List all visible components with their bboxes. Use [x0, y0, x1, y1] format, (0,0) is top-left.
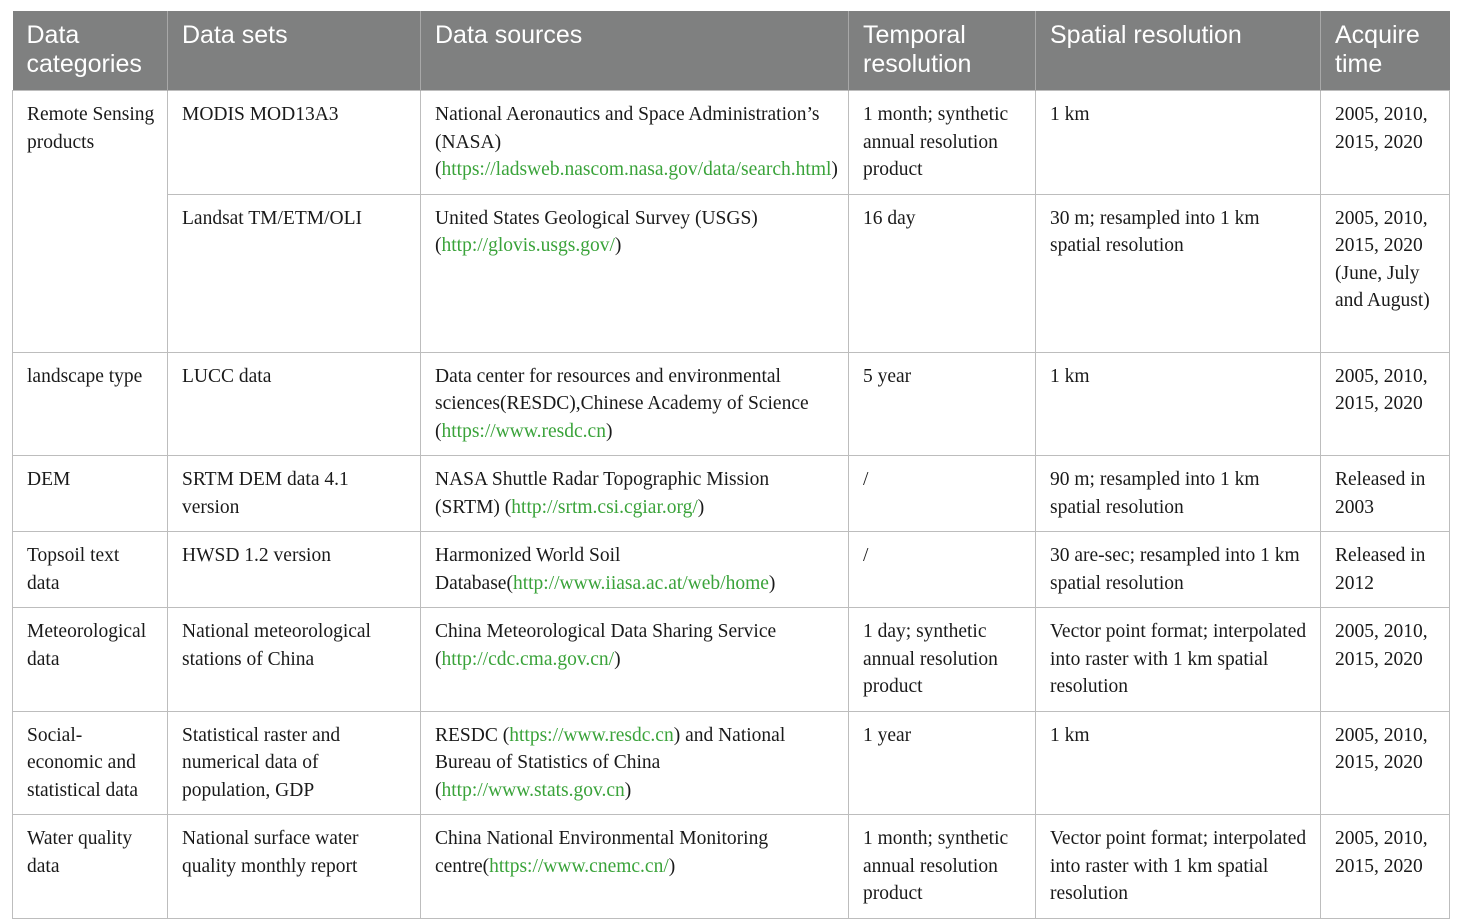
cell-temporal: / [849, 456, 1036, 532]
cell-temporal: 16 day [849, 194, 1036, 352]
cell-acquire: 2005, 2010, 2015, 2020 [1321, 91, 1450, 195]
cell-category: Meteorological data [13, 608, 168, 712]
cell-acquire: Released in 2012 [1321, 532, 1450, 608]
source-link[interactable]: https://www.cnemc.cn/ [489, 855, 669, 877]
cell-spatial: 1 km [1036, 711, 1321, 815]
source-text-mid: ) and National Bureau of Statistics of China ( [435, 724, 786, 801]
cell-acquire: Released in 2003 [1321, 456, 1450, 532]
source-text: Harmonized World Soil Database( [435, 545, 621, 594]
header-row [13, 11, 1450, 91]
source-text-end: ) [605, 420, 613, 442]
table-row [13, 532, 1450, 608]
source-text-end: ) [614, 648, 621, 670]
source-text-end: ) [768, 572, 776, 594]
cell-temporal: 1 month; synthetic annual resolution product [849, 815, 1036, 919]
table-row [13, 352, 1450, 456]
cell-dataset: National surface water quality monthly report [168, 815, 421, 919]
source-link-2[interactable]: http://www.stats.gov.cn [441, 779, 625, 801]
cell-dataset: National meteorological stations of China [168, 608, 421, 712]
source-text: RESDC ( [435, 724, 510, 746]
source-text: Data center for resources and environmental sciences(RESDC),Chinese Academy of Science ( [435, 365, 809, 442]
source-text-end: ) [614, 235, 622, 256]
cell-temporal: / [849, 532, 1036, 608]
source-link[interactable]: http://www.iiasa.ac.at/web/home [512, 572, 769, 594]
cell-source [421, 532, 849, 608]
source-link[interactable]: http://srtm.csi.cgiar.org/ [511, 496, 698, 518]
cell-category: Remote Sensing products [13, 91, 168, 353]
cell-dataset: HWSD 1.2 version [168, 532, 421, 608]
table-row [13, 711, 1450, 815]
cell-spatial: 30 are-sec; resampled into 1 km spatial resolution [1036, 532, 1321, 608]
header-data-categories: Data categories [13, 11, 168, 91]
data-sources-table [12, 11, 1450, 919]
cell-dataset: Landsat TM/ETM/OLI [168, 194, 421, 352]
cell-dataset: LUCC data [168, 352, 421, 456]
source-text: NASA Shuttle Radar Topographic Mission (SRTM) ( [435, 469, 770, 518]
cell-temporal: 1 day; synthetic annual resolution product [849, 608, 1036, 712]
table-row [13, 608, 1450, 712]
table-body [13, 91, 1450, 919]
cell-source [421, 456, 849, 532]
cell-acquire: 2005, 2010, 2015, 2020 [1321, 352, 1450, 456]
cell-spatial: 1 km [1036, 352, 1321, 456]
cell-temporal: 1 month; synthetic annual resolution product [849, 91, 1036, 195]
cell-temporal: 5 year [849, 352, 1036, 456]
source-link[interactable]: https://ladsweb.nascom.nasa.gov/data/search.html [441, 159, 832, 180]
table-header [13, 11, 1450, 91]
cell-dataset: SRTM DEM data 4.1 version [168, 456, 421, 532]
source-link[interactable]: http://glovis.usgs.gov/ [441, 235, 615, 256]
cell-source [421, 711, 849, 815]
cell-acquire: 2005, 2010, 2015, 2020 (June, July and August) [1321, 194, 1450, 352]
table-row [13, 91, 1450, 195]
source-text-end: ) [697, 496, 705, 518]
cell-acquire: 2005, 2010, 2015, 2020 [1321, 608, 1450, 712]
cell-category: Water quality data [13, 815, 168, 919]
source-text: United States Geological Survey (USGS) ( [435, 207, 758, 256]
cell-source [421, 815, 849, 919]
source-link[interactable]: https://www.resdc.cn [509, 724, 674, 746]
cell-source [421, 352, 849, 456]
cell-category: Topsoil text data [13, 532, 168, 608]
source-link[interactable]: https://www.resdc.cn [441, 420, 606, 442]
source-text-end: ) [668, 855, 676, 877]
cell-spatial: 30 m; resampled into 1 km spatial resolution [1036, 194, 1321, 352]
header-acquire-time: Acquire time [1321, 11, 1450, 91]
source-text-end: ) [831, 159, 838, 180]
table-row [13, 194, 1450, 352]
cell-spatial: 1 km [1036, 91, 1321, 195]
source-link[interactable]: http://cdc.cma.gov.cn/ [441, 648, 615, 670]
cell-dataset: MODIS MOD13A3 [168, 91, 421, 195]
cell-source [421, 608, 849, 712]
source-text-end: ) [624, 779, 632, 801]
header-data-sources: Data sources [421, 11, 849, 91]
cell-category: landscape type [13, 352, 168, 456]
cell-category: Social-economic and statistical data [13, 711, 168, 815]
cell-temporal: 1 year [849, 711, 1036, 815]
header-temporal-resolution: Temporal resolution [849, 11, 1036, 91]
source-text: China National Environmental Monitoring centre( [435, 828, 769, 877]
header-spatial-resolution: Spatial resolution [1036, 11, 1321, 91]
cell-spatial: Vector point format; interpolated into raster with 1 km spatial resolution [1036, 608, 1321, 712]
cell-category: DEM [13, 456, 168, 532]
cell-dataset: Statistical raster and numerical data of population, GDP [168, 711, 421, 815]
table-row [13, 456, 1450, 532]
cell-source [421, 194, 849, 352]
cell-source [421, 91, 849, 195]
cell-spatial: 90 m; resampled into 1 km spatial resolution [1036, 456, 1321, 532]
cell-acquire: 2005, 2010, 2015, 2020 [1321, 711, 1450, 815]
cell-spatial: Vector point format; interpolated into raster with 1 km spatial resolution [1036, 815, 1321, 919]
header-data-sets: Data sets [168, 11, 421, 91]
table-row [13, 815, 1450, 919]
source-text: National Aeronautics and Space Administration’s (NASA) ( [435, 104, 820, 180]
source-text: China Meteorological Data Sharing Service ( [435, 621, 777, 670]
cell-acquire: 2005, 2010, 2015, 2020 [1321, 815, 1450, 919]
